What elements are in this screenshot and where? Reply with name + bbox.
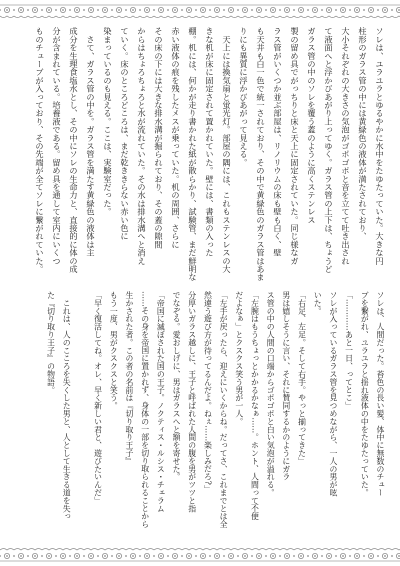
blank-column [74,291,90,535]
text-column: ラス管がいくつか並ぶ部屋は、リノリウムの床も壁も白く、壁 [273,27,283,257]
dialogue-column: 「帝国に滅ぼされた国の王子。ノクティス・ルシス・チェラム [156,291,166,513]
dialogue-column: 「早く復活してね。オレ、早く新しい君と、遊びたいんだ」 [93,291,103,505]
closing-text-column: た『切り取り王子』の物語。 [46,291,56,394]
text-column: ていく。床のところどころは、まだ乾ききらない赤い色に [120,27,130,241]
dialogue-column: 「…………あと一日、ってとこ」 [344,291,354,410]
text-column: 成分を生理食塩水とし、その中にソレの生命力と、直接的に体の成 [69,27,79,273]
text-column: りにも異質に浮かびあがって見える。 [239,27,249,167]
text-column: 柱形のガラス管の中には黄緑色の液体が満たされており、 [358,27,368,241]
text-column: て液面へと浮かびあがり上ってゆく。ガラス管の上下は、ちょうど [324,27,334,273]
closing-text-column: これは、人のこころを失くした男と、人として生きる道を失っ [62,291,72,521]
text-column: 分厚いガラス越しに、王子と呼ばれた人間の腹を男がツツと指 [187,291,197,513]
text-column: いた。 [313,291,323,315]
dialogue-column: 「右足、左足。そして右手。やっと揃ってきた」 [297,291,307,465]
text-column: ソレは、人間だった。苔色の長い髪、体中に無数のチュー [376,291,385,497]
text-column: ガラス管の中のソレを覆う蓋のように高くステンレス [307,27,317,224]
dialogue-column: 「左手が戻ったら、迎えにいくからね。だってさ、これまでとは全 [219,291,229,528]
text-column: ……その身を帝国に置かれず、身体の一部を切り取られることから [140,291,150,528]
text-column: ソレは、ユラユラとゆるやかに水中をたゆたっていた。大きな円 [375,27,385,265]
text-column: からはちょろちょろと水が流れていた。その水は排水溝へと消え [137,27,147,265]
top-lace-ornament [0,3,400,19]
text-column: ブを繋がれ、ユラユラと揺れ液体の中をたゆたっていた。 [360,291,370,497]
top-lace-band [0,3,400,19]
text-column: 男は嬉しそうに言い、それに賛同するかのようにガラ [281,291,291,481]
text-column: 生かされた者。この者の名前は『切り取り王子』 [125,291,134,465]
dialogue-column: 「左腕はもうちょっとかかるかなぁ……。ホント、人間って不便 [250,291,260,521]
text-column: 大小それぞれの大きさの気泡がゴポゴポと音を立てて吐き出され [341,27,351,265]
upper-text-block [30,27,388,285]
text-column: 棚。机には、何かが走り書かれた紙が散らかり、試験管、まだ鮮明な [188,27,198,282]
bottom-lace-ornament [0,547,400,563]
text-column: 染まっているのも見える。ここは、実験室だった。 [103,27,113,216]
text-column: ス管の中の人間の口端からゴポゴポと白い気泡が溢れる。 [266,291,276,497]
text-column: 天上には換気扇と蛍光灯。部屋の隅には、これもステンレスの大 [222,27,232,273]
text-column: その床の下には大きな排水溝が掘られており、その蓋の隙間 [154,27,164,249]
text-column: さて、ガラス管の中を。ガラス管を満たす黄緑色の液体は主 [86,27,96,257]
text-column: も天井も白一色で統一されており、その中で黄緑色のガラス管はあま [256,27,266,282]
text-column: きな机が床に固定されて置かれていた。壁には、書類の入った [205,27,215,257]
text-column: でなぞる。愛おしげに、男はガラスへと額を寄せた。 [172,291,182,481]
text-column: 製の留め具でがっちりと床と天上に固定されていた。同じ様なガ [290,27,300,265]
text-column: 分が含まれている。培養液である。留め具を通して室内にいくつ [52,27,62,265]
text-column: 赤い液体の痕を残したメスが乗っていた。机の周囲、さらに [171,27,181,249]
text-column: 然違う遊び方が待ってるんだよ。ねぇ……楽しみだろ?」 [203,291,213,493]
text-column: もう一度、男がクスクスと笑う。 [109,291,119,410]
text-column: ソレが入っているガラス管を見つめながら、一人の男が呟 [328,291,338,497]
bottom-lace-band [0,547,400,563]
text-column: だよなぁ」とクスクス笑う男が一人。 [234,291,244,426]
text-column: ものチューブが入っており、その先端が全てソレに繋がれていた。 [35,27,45,273]
lower-text-block [38,291,388,535]
